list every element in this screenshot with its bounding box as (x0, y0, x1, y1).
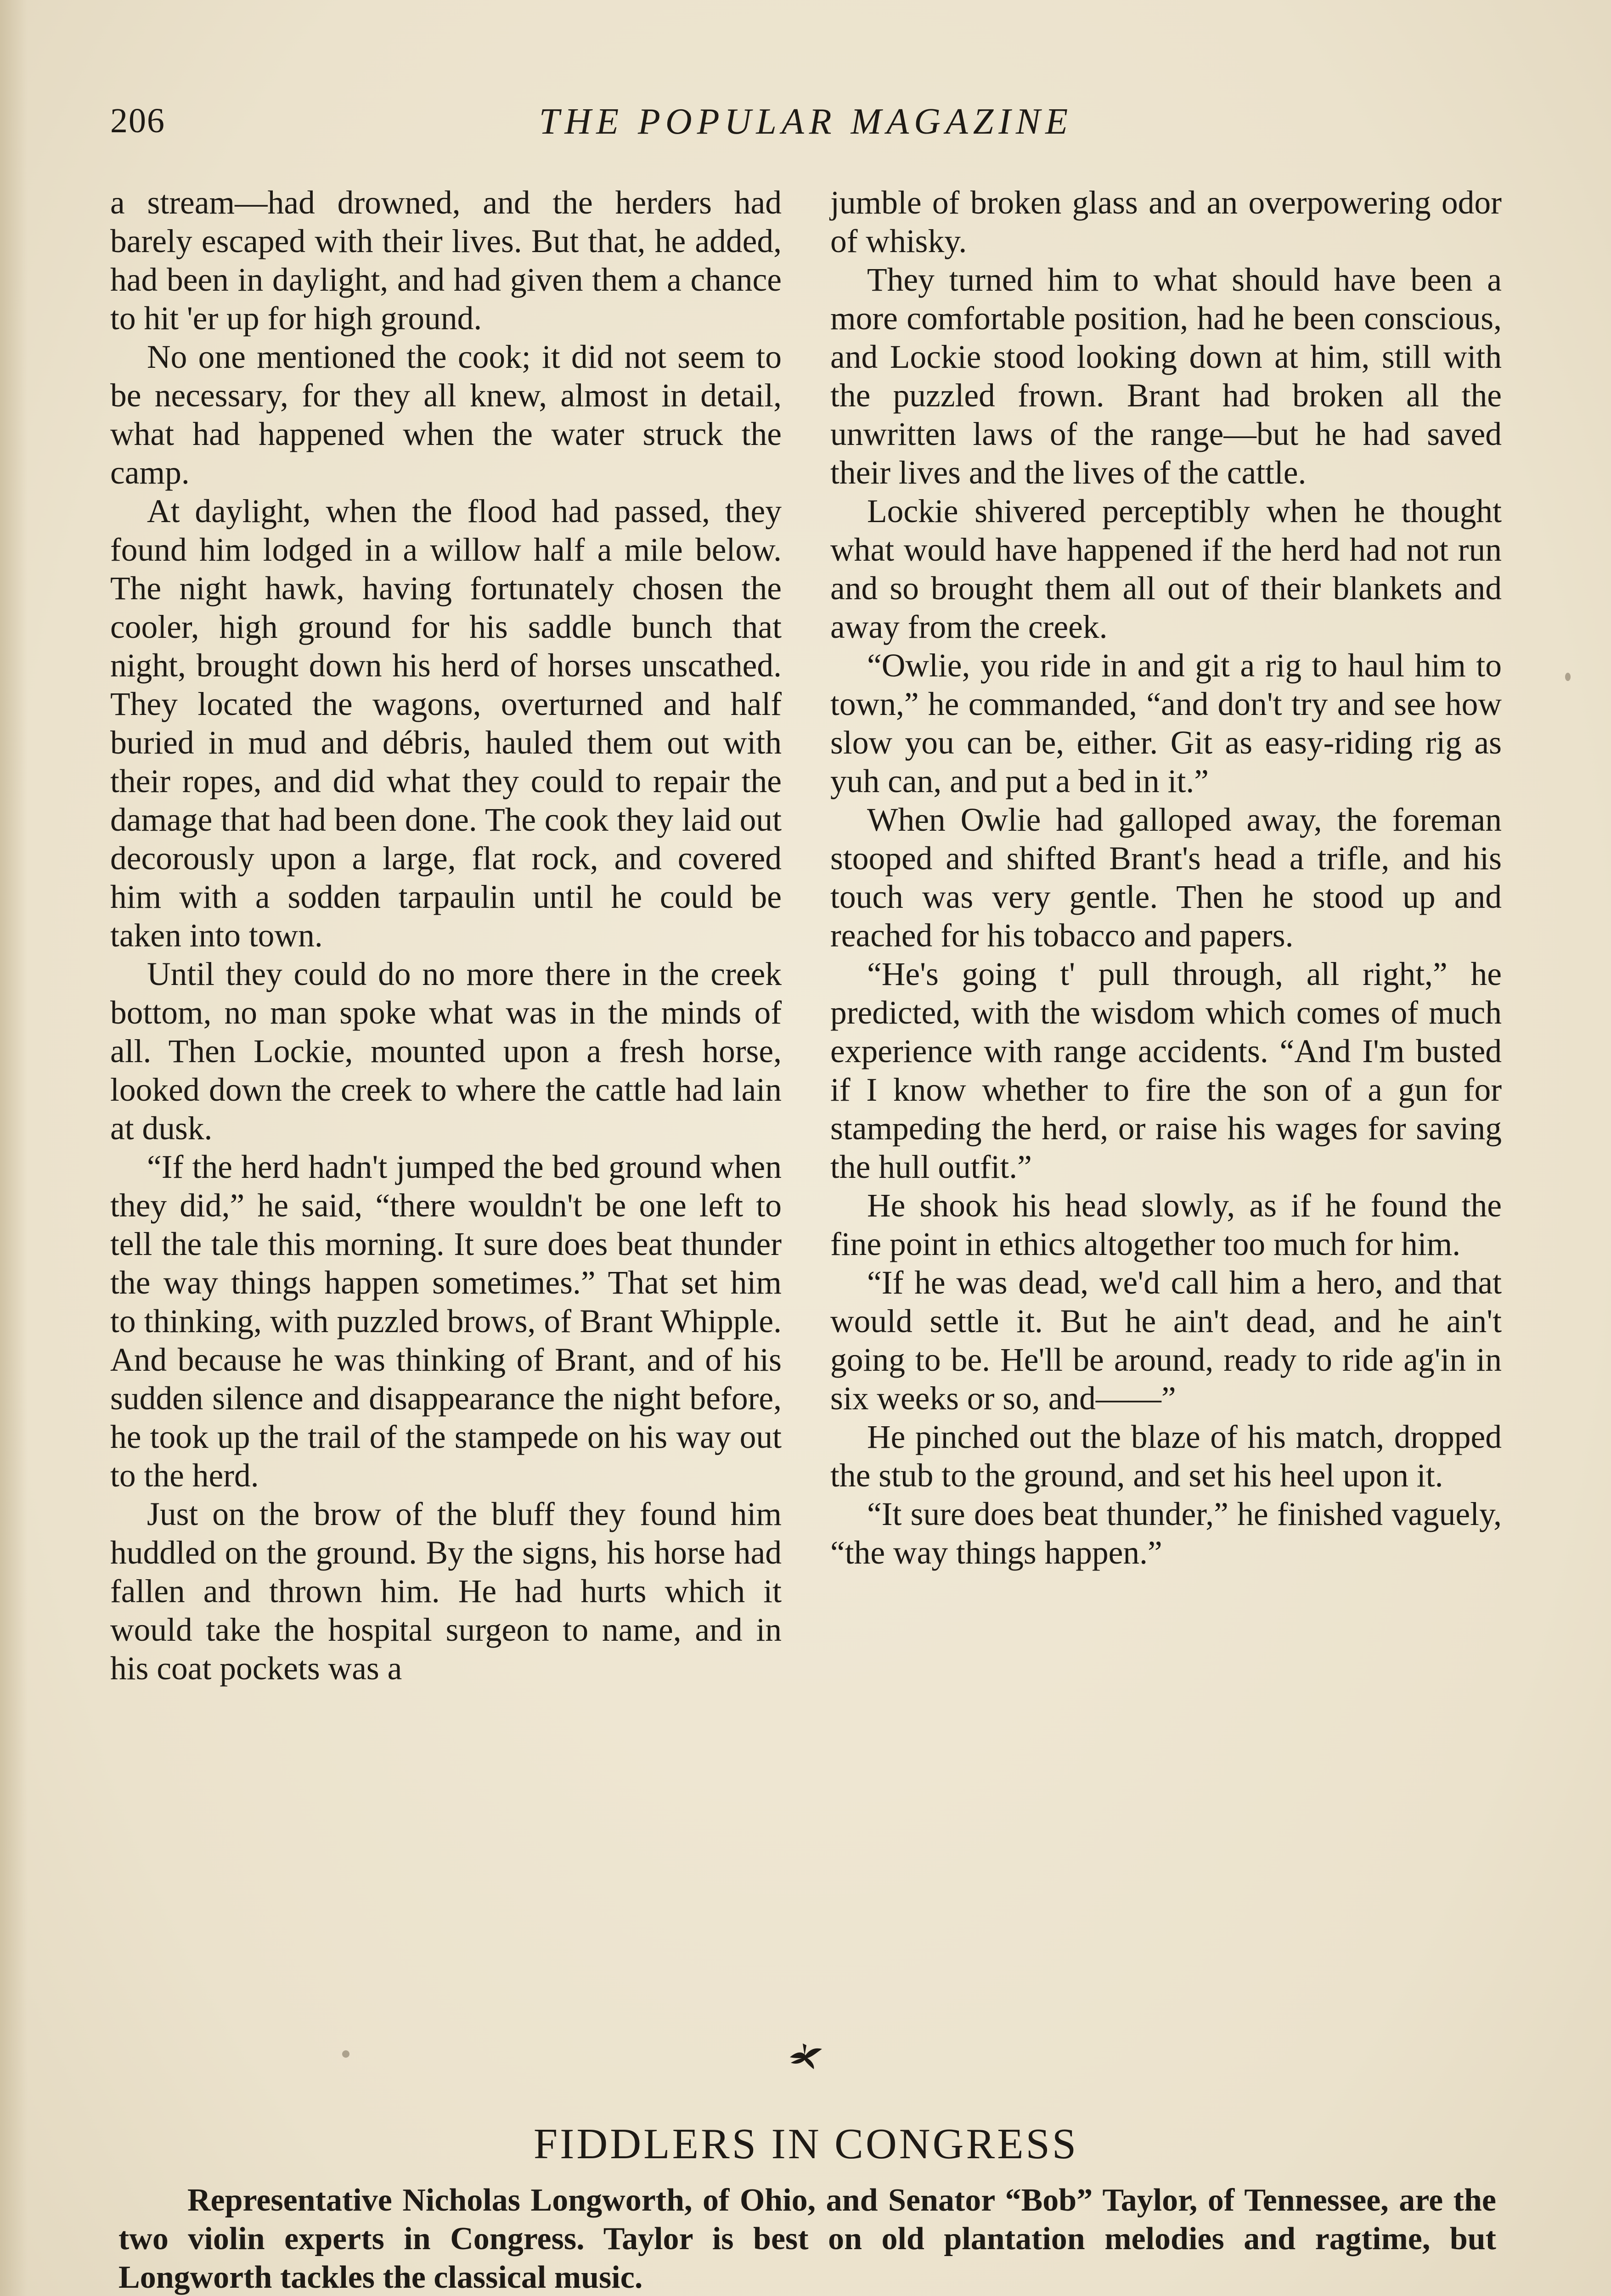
left-column (110, 184, 782, 1688)
story-columns (110, 184, 1502, 2020)
page-header (110, 101, 1502, 152)
paper-speck (1565, 673, 1571, 681)
paragraph: Until they could do no more there in the creek bottom, no man spoke what was in the minds of all. Then Lockie, mounted upon a fresh horse, looked down the creek to where the cattle had lain at dusk. (110, 956, 782, 1147)
running-head: THE POPULAR MAGAZINE (539, 101, 1073, 142)
paragraph: “Owlie, you ride in and git a rig to haul him to town,” he commanded, “and don't try and see how slow you can be, either. Git as easy-riding rig as yuh can, and put a bed in it.” (830, 647, 1502, 799)
article-title: FIDDLERS IN CONGRESS (533, 2120, 1079, 2168)
paragraph: jumble of broken glass and an overpowering odor of whisky. (830, 185, 1502, 259)
paragraph: He shook his head slowly, as if he found the fine point in ethics altogether too much for him. (830, 1187, 1502, 1262)
paper-speck (342, 2050, 349, 2058)
article-body: Representative Nicholas Longworth, of Ohio, and Senator “Bob” Taylor, of Tennessee, are the two violin experts in Congress. Taylor is best on old plantation melodies and ragtime, but Longworth tackles the classical music. (118, 2183, 1496, 2295)
floral-ornament-icon (786, 2039, 825, 2071)
paragraph: “It sure does beat thunder,” he finished vaguely, “the way things happen.” (830, 1496, 1502, 1571)
page-spine-shadow (0, 0, 28, 2296)
paragraph: “If he was dead, we'd call him a hero, and that would settle it. But he ain't dead, and he ain't going to be. He'll be around, ready to ride ag'in in six weeks or so, and——” (830, 1265, 1502, 1417)
paragraph: When Owlie had galloped away, the foreman stooped and shifted Brant's head a trifle, and his touch was very gentle. Then he stood up and reached for his tobacco and papers. (830, 802, 1502, 954)
paragraph: a stream—had drowned, and the herders had barely escaped with their lives. But that, he added, had been in daylight, and had given them a chance to hit 'er up for high ground. (110, 185, 782, 337)
paragraph: He pinched out the blaze of his match, dropped the stub to the ground, and set his heel upon it. (830, 1419, 1502, 1494)
paragraph: “He's going t' pull through, all right,” he predicted, with the wisdom which comes of much experience with range accidents. “And I'm busted if I know whether to fire the son of a gun for stampeding the herd, or raise his wages for saving the hull outfit.” (830, 956, 1502, 1185)
right-column (830, 184, 1502, 1572)
paragraph: They turned him to what should have been a more comfortable position, had he been conscious, and Lockie stood looking down at him, still with the puzzled frown. Brant had broken all the unwritten laws of the range—but he had saved their lives and the lives of the cattle. (830, 262, 1502, 491)
paragraph: No one mentioned the cook; it did not seem to be necessary, for they all knew, almost in detail, what had happened when the water struck the camp. (110, 339, 782, 491)
paragraph: “If the herd hadn't jumped the bed ground when they did,” he said, “there wouldn't be one left to tell the tale this morning. It sure does beat thunder the way things happen sometimes.” That set him to thinking, with puzzled brows, of Brant Whipple. And because he was thinking of Brant, and of his sudden silence and disappearance the night before, he took up the trail of the stampede on his way out to the herd. (110, 1149, 782, 1494)
paragraph: Just on the brow of the bluff they found him huddled on the ground. By the signs, his horse had fallen and thrown him. He had hurts which it would take the hospital surgeon to name, and in his coat pockets was a (110, 1496, 782, 1687)
paragraph: At daylight, when the flood had passed, they found him lodged in a willow half a mile below. The night hawk, having fortunately chosen the cooler, high ground for his saddle bunch that night, brought down his herd of horses unscathed. They located the wagons, overturned and half buried in mud and débris, hauled them out with their ropes, and did what they could to repair the damage that had been done. The cook they laid out decorously upon a large, flat rock, and covered him with a sodden tarpaulin until he could be taken into town. (110, 493, 782, 954)
paragraph: Lockie shivered perceptibly when he thought what would have happened if the herd had not run and so brought them all out of their blankets and away from the creek. (830, 493, 1502, 645)
page-number: 206 (110, 101, 165, 140)
